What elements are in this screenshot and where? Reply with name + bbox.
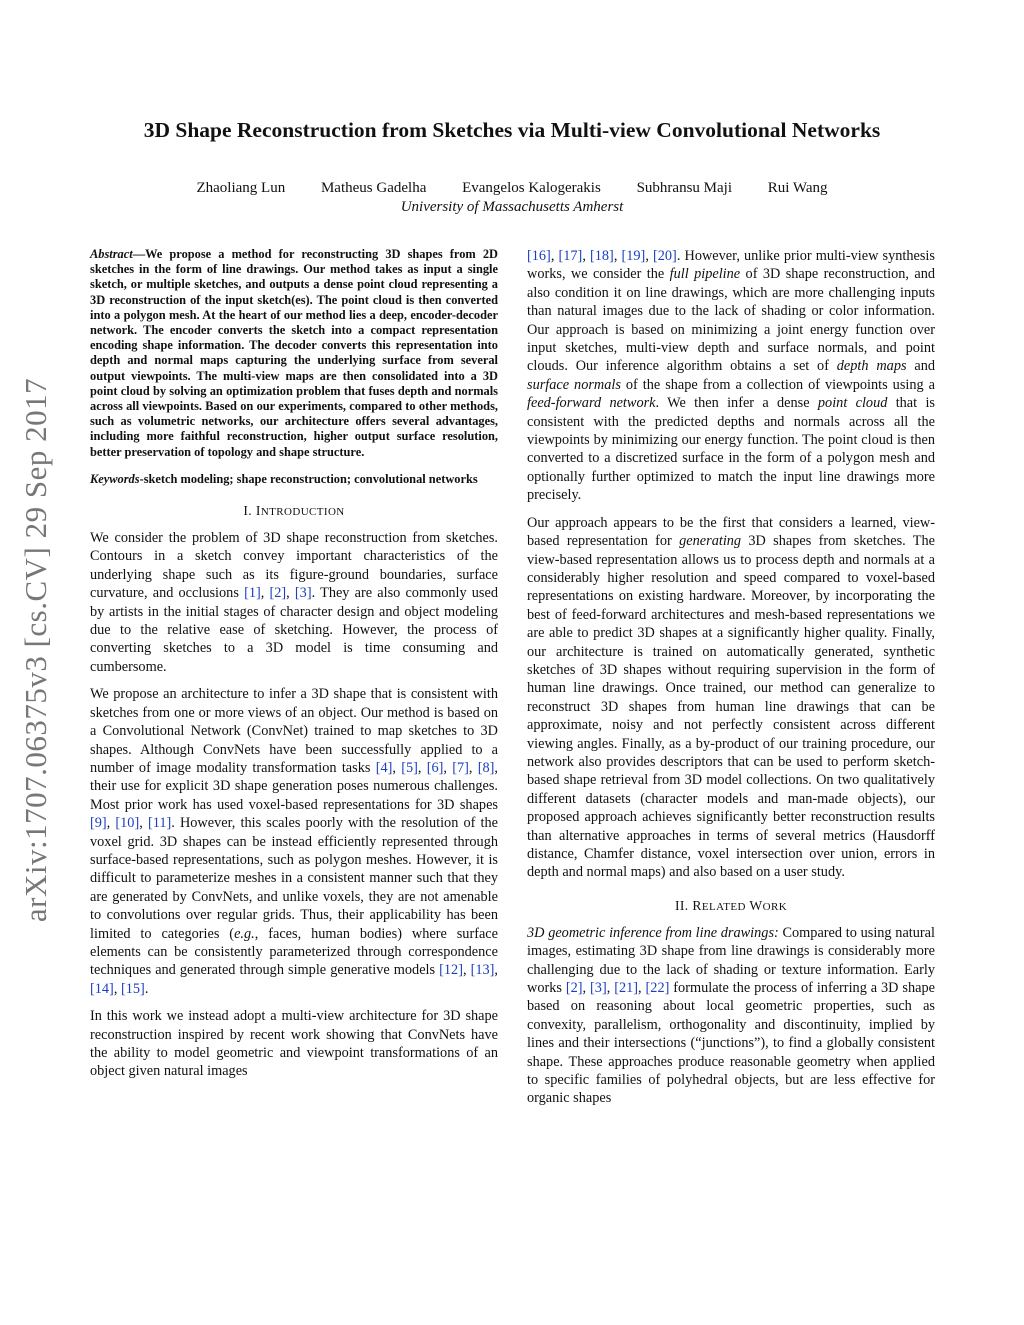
intro-paragraph-2: We propose an architecture to infer a 3D shape that is consistent with sketches from one or more views of an object. Our method is based on a Convolutional Network (ConvNet) trained to map sketches to 3D shapes. Although ConvNets have been successfully applied to a number of image modality transformation tasks [4], [5], [6], [7], [8], their use for explicit 3D shape generation poses numerous challenges. Most prior work has used voxel-based representations for 3D shapes [9], [10], [11]. However, this scales poorly with the resolution of the voxel grid. 3D shapes can be instead efficiently represented through surface-based representations, such as polygon meshes. However, it is difficult to parameterize meshes in a consistent manner such that they are generated by ConvNets, and unlike voxels, they are not amenable to convolutions over regular grids. Thus, their applicability has been limited to categories (e.g., faces, human bodies) where surface elements can be consistently parameterized through correspondence techniques and generated through simple generative models [12], [13], [14], [15]. bbox=[90, 686, 499, 997]
citation-link[interactable]: [7] bbox=[452, 759, 469, 776]
section-heading-introduction: I. INTRODUCTION bbox=[243, 503, 345, 519]
section-heading-related-work: II. RELATED WORK bbox=[674, 897, 788, 913]
citation-link[interactable]: [3] bbox=[294, 585, 312, 602]
arxiv-identifier-text: arXiv:1707.06375v3 [cs.CV] 29 Sep 2017 bbox=[18, 377, 53, 923]
citation-link[interactable]: [21] bbox=[614, 980, 639, 997]
left-column bbox=[90, 247, 498, 1081]
author-name: Matheus Gadelha bbox=[320, 180, 427, 196]
citation-link[interactable]: [11] bbox=[147, 815, 172, 832]
keywords-label: Keywords bbox=[90, 471, 140, 486]
citation-link[interactable]: [22] bbox=[645, 980, 670, 997]
affiliation: University of Massachusetts Amherst bbox=[400, 199, 624, 215]
citation-link[interactable]: [12] bbox=[439, 962, 463, 979]
citation-link[interactable]: [20] bbox=[653, 248, 677, 264]
citation-link[interactable]: [18] bbox=[590, 248, 614, 264]
author-name: Zhaoliang Lun bbox=[196, 180, 286, 196]
intro-paragraph-3: In this work we instead adopt a multi-view architecture for 3D shape reconstruction inspired by recent work showing that ConvNets have the ability to model geometric and viewpoint transformations of an object given natural images bbox=[90, 1008, 498, 1080]
citation-link[interactable]: [10] bbox=[115, 815, 140, 832]
citation-link[interactable]: [15] bbox=[120, 980, 145, 997]
citation-link[interactable]: [16] bbox=[527, 248, 551, 264]
abstract-label: Abstract bbox=[90, 247, 133, 261]
citation-link[interactable]: [4] bbox=[375, 759, 393, 776]
citation-link[interactable]: [19] bbox=[621, 248, 646, 264]
citation-link[interactable]: [2] bbox=[565, 980, 583, 997]
citation-link[interactable]: [3] bbox=[590, 980, 607, 997]
arxiv-identifier-stamp bbox=[8, 350, 64, 950]
citation-link[interactable]: [8] bbox=[477, 759, 495, 776]
abstract-text: —We propose a method for reconstructing 3D shapes from 2D sketches in the form of line drawings. Our method takes as input a single sketch, or multiple sketches, and outputs a dense point cloud representing a 3D reconstruction of the input sketch(es). The point cloud is then converted into a polygon mesh. At the heart of our method lies a deep, encoder-decoder network. The encoder converts the sketch into a compact representation encoding shape information. The decoder converts this representation into depth and normal maps capturing the underlying surface from several output viewpoints. The multi-view maps are then consolidated into a 3D point cloud by solving an optimization problem that fuses depth and normals across all viewpoints. Based on our experiments, compared to other methods, such as volumetric networks, our architecture offers several advantages, including more faithful reconstruction, higher output surface resolution, better preservation of topology and shape structure. bbox=[90, 247, 498, 459]
citation-link[interactable]: [13] bbox=[470, 962, 495, 979]
citation-link[interactable]: [6] bbox=[426, 759, 444, 776]
citation-link[interactable]: [14] bbox=[90, 980, 114, 997]
author-list bbox=[0, 180, 1024, 197]
subsection-run-in-heading: 3D geometric inference from line drawings: bbox=[527, 924, 779, 941]
intro-paragraph-1: We consider the problem of 3D shape reconstruction from sketches. Contours in a sketch convey important characteristics of the underlying shape such as its figure-ground boundaries, surface curvature, and occlusions [1], [2], [3]. They are also commonly used by artists in the initial stages of character design and object modeling due to the relative ease of sketching. However, the process of converting sketches to a 3D model is time consuming and cumbersome. bbox=[90, 530, 498, 675]
citation-link[interactable]: [2] bbox=[269, 585, 287, 602]
abstract bbox=[90, 247, 498, 460]
citation-link[interactable]: [1] bbox=[244, 585, 261, 602]
author-name: Evangelos Kalogerakis bbox=[462, 180, 601, 196]
right-column bbox=[527, 247, 935, 1108]
citation-link[interactable]: [9] bbox=[90, 815, 107, 832]
keywords-text: -sketch modeling; shape reconstruction; convolutional networks bbox=[139, 471, 478, 486]
intro-paragraph-5: Our approach appears to be the first that considers a learned, view-based representation for generating 3D shapes from sketches. The view-based representation allows us to process depth and normals at a considerably higher resolution and speed compared to voxel-based representations on existing hardware. Moreover, by incorporating the best of feed-forward architectures and mesh-based representations we are able to predict 3D shapes at a significantly higher quality. Finally, our architecture is trained on automatically generated, synthetic sketches of 3D shapes without requiring supervision in the form of human line drawings. Once trained, our method can generalize to reconstruct 3D shapes from human line drawings that can be approximate, noisy and not perfectly consistent across different viewing angles. Finally, as a by-product of our training procedure, our network also provides descriptors that can be used to perform sketch-based shape retrieval from 3D model collections. On two qualitatively different datasets (character models and man-made objects), our proposed approach achieves significantly better reconstruction results than alternative approaches in terms of several metrics (Hausdorff distance, Chamfer distance, voxel intersection over union, errors in depth and normal maps) and also based on a user study. bbox=[527, 514, 935, 881]
citation-link[interactable]: [17] bbox=[558, 248, 583, 264]
author-name: Rui Wang bbox=[767, 180, 828, 196]
related-paragraph-1: 3D geometric inference from line drawings: Compared to using natural images, estimating 3D shape from line drawings is considerably more challenging due to the lack of shading or texture information. Early works [2], [3], [21], [22] formulate the process of inferring a 3D shape based on reasoning about local geometric properties, such as convexity, parallelism, orthogonality and discontinuity, implied by lines and their intersections (“junctions”), to find a globally consistent shape. These approaches produce reasonable geometry when applied to specific families of polyhedral objects, but are less effective for organic shapes bbox=[527, 924, 935, 1107]
paper-title: 3D Shape Reconstruction from Sketches via Multi-view Convolutional Networks bbox=[143, 118, 881, 142]
citation-link[interactable]: [5] bbox=[401, 759, 418, 776]
intro-paragraph-4: [16], [17], [18], [19], [20]. However, unlike prior multi-view synthesis works, we consider the full pipeline of 3D shape reconstruction, and also condition it on line drawings, which are more challenging inputs than natural images due to the lack of shading or color information. Our approach is based on minimizing a joint energy function over input sketches, multi-view depth and surface normals, and point clouds. Our inference algorithm obtains a set of depth maps and surface normals of the shape from a collection of viewpoints using a feed-forward network. We then infer a dense point cloud that is consistent with the predicted depths and normals across all the viewpoints by minimizing our energy function. The point cloud is then converted to a discretized surface in the form of a polygon mesh and optionally further optimized to match the input line drawings more precisely. bbox=[527, 248, 936, 504]
author-name: Subhransu Maji bbox=[636, 180, 732, 196]
keywords bbox=[90, 472, 498, 487]
